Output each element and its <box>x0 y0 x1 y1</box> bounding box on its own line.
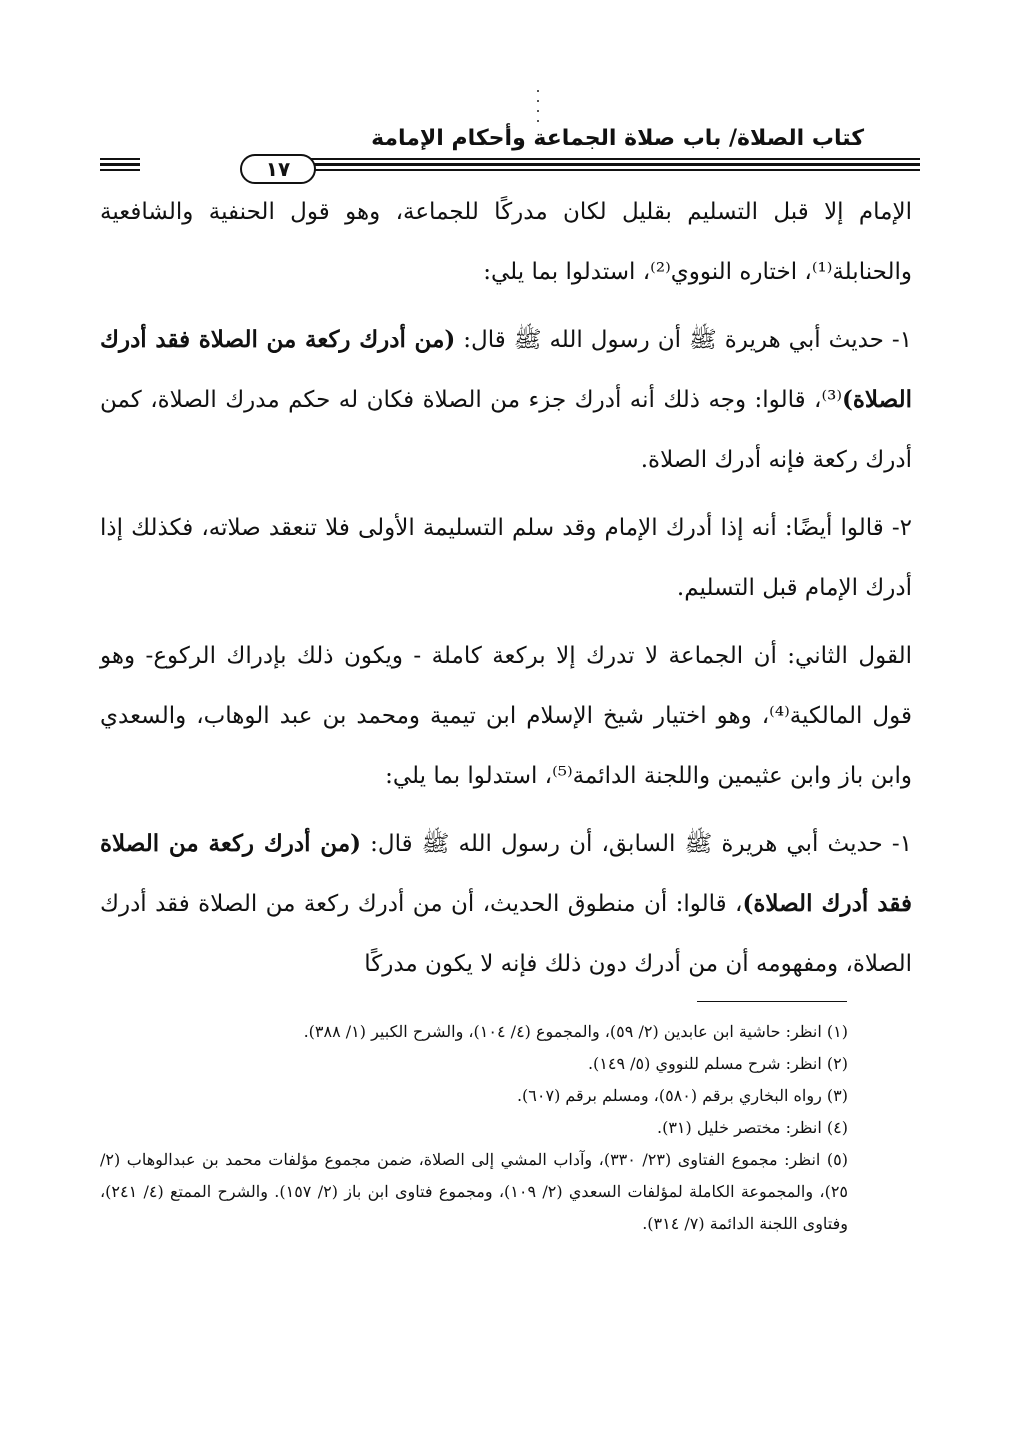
footnote-separator <box>697 1001 847 1002</box>
header-rule-left <box>100 158 140 174</box>
footnote: (٥) انظر: مجموع الفتاوى (٢٣/ ٣٣٠)، وآداب المشي إلى الصلاة، ضمن مجموع مؤلفات محمد بن عبدالوهاب (٢/ ٢٥)، والمجموعة الكاملة لمؤلفات السعدي (٢/ ١٠٩)، ومجموع فتاوى ابن باز (٢/ ١٥٧). والشرح الممتع (٤/ ٢٤١)، وفتاوى اللجنة الدائمة (٧/ ٣١٤). <box>100 1150 848 1233</box>
footnote: (١) انظر: حاشية ابن عابدين (٢/ ٥٩)، والمجموع (٤/ ١٠٤)، والشرح الكبير (١/ ٣٨٨). <box>303 1022 848 1041</box>
main-text <box>100 182 912 994</box>
paragraph-lead: ١- حديث أبي هريرة ﷺ أن رسول الله ﷺ قال: <box>455 327 912 353</box>
paragraph: القول الثاني: أن الجماعة لا تدرك إلا بركعة كاملة - ويكون ذلك بإدراك الركوع- وهو قول المالكية⁽⁴⁾، وهو اختيار شيخ الإسلام ابن تيمية ومحمد بن عبد الوهاب، والسعدي وابن باز وابن عثيمين واللجنة الدائمة⁽⁵⁾، استدلوا بما يلي: <box>100 643 913 789</box>
binding-mark <box>537 100 539 102</box>
paragraph: الإمام إلا قبل التسليم بقليل لكان مدركًا للجماعة، وهو قول الحنفية والشافعية والحنابلة⁽¹⁾، اختاره النووي⁽²⁾، استدلوا بما يلي: <box>100 199 912 285</box>
paragraph: ٢- قالوا أيضًا: أنه إذا أدرك الإمام وقد سلم التسليمة الأولى فلا تنعقد صلاته، فكذلك إذا أدرك الإمام قبل التسليم. <box>100 515 912 601</box>
binding-mark <box>537 90 539 92</box>
footnote: (٢) انظر: شرح مسلم للنووي (٥/ ١٤٩). <box>587 1054 848 1073</box>
header-rule-right <box>310 158 920 174</box>
paragraph <box>100 814 912 994</box>
paragraph-rest: ⁽³⁾، قالوا: وجه ذلك أنه أدرك جزء من الصلاة فكان له حكم مدرك الصلاة، كمن أدرك ركعة فإنه أدرك الصلاة. <box>100 387 912 473</box>
page-number: ١٧ <box>240 154 316 184</box>
footnotes <box>100 1016 848 1240</box>
header-rule <box>100 154 920 184</box>
running-title: كتاب الصلاة/ باب صلاة الجماعة وأحكام الإمامة <box>371 126 864 151</box>
binding-mark <box>537 110 539 112</box>
hadith-quote: (من أدرك ركعة من الصلاة فقد أدرك الصلاة) <box>100 326 912 413</box>
footnote: (٣) رواه البخاري برقم (٥٨٠)، ومسلم برقم (٦٠٧). <box>516 1086 848 1105</box>
paragraph <box>100 310 912 490</box>
footnote: (٤) انظر: مختصر خليل (٣١). <box>657 1118 848 1137</box>
binding-mark <box>537 120 539 122</box>
paragraph-lead: ١- حديث أبي هريرة ﷺ السابق، أن رسول الله ﷺ قال: <box>361 831 912 857</box>
hadith-quote: (من أدرك ركعة من الصلاة فقد أدرك الصلاة) <box>100 830 912 917</box>
paragraph-rest: ، قالوا: أن منطوق الحديث، أن من أدرك ركعة من الصلاة فقد أدرك الصلاة، ومفهومه أن من أدرك دون ذلك فإنه لا يكون مدركًا <box>100 891 912 977</box>
